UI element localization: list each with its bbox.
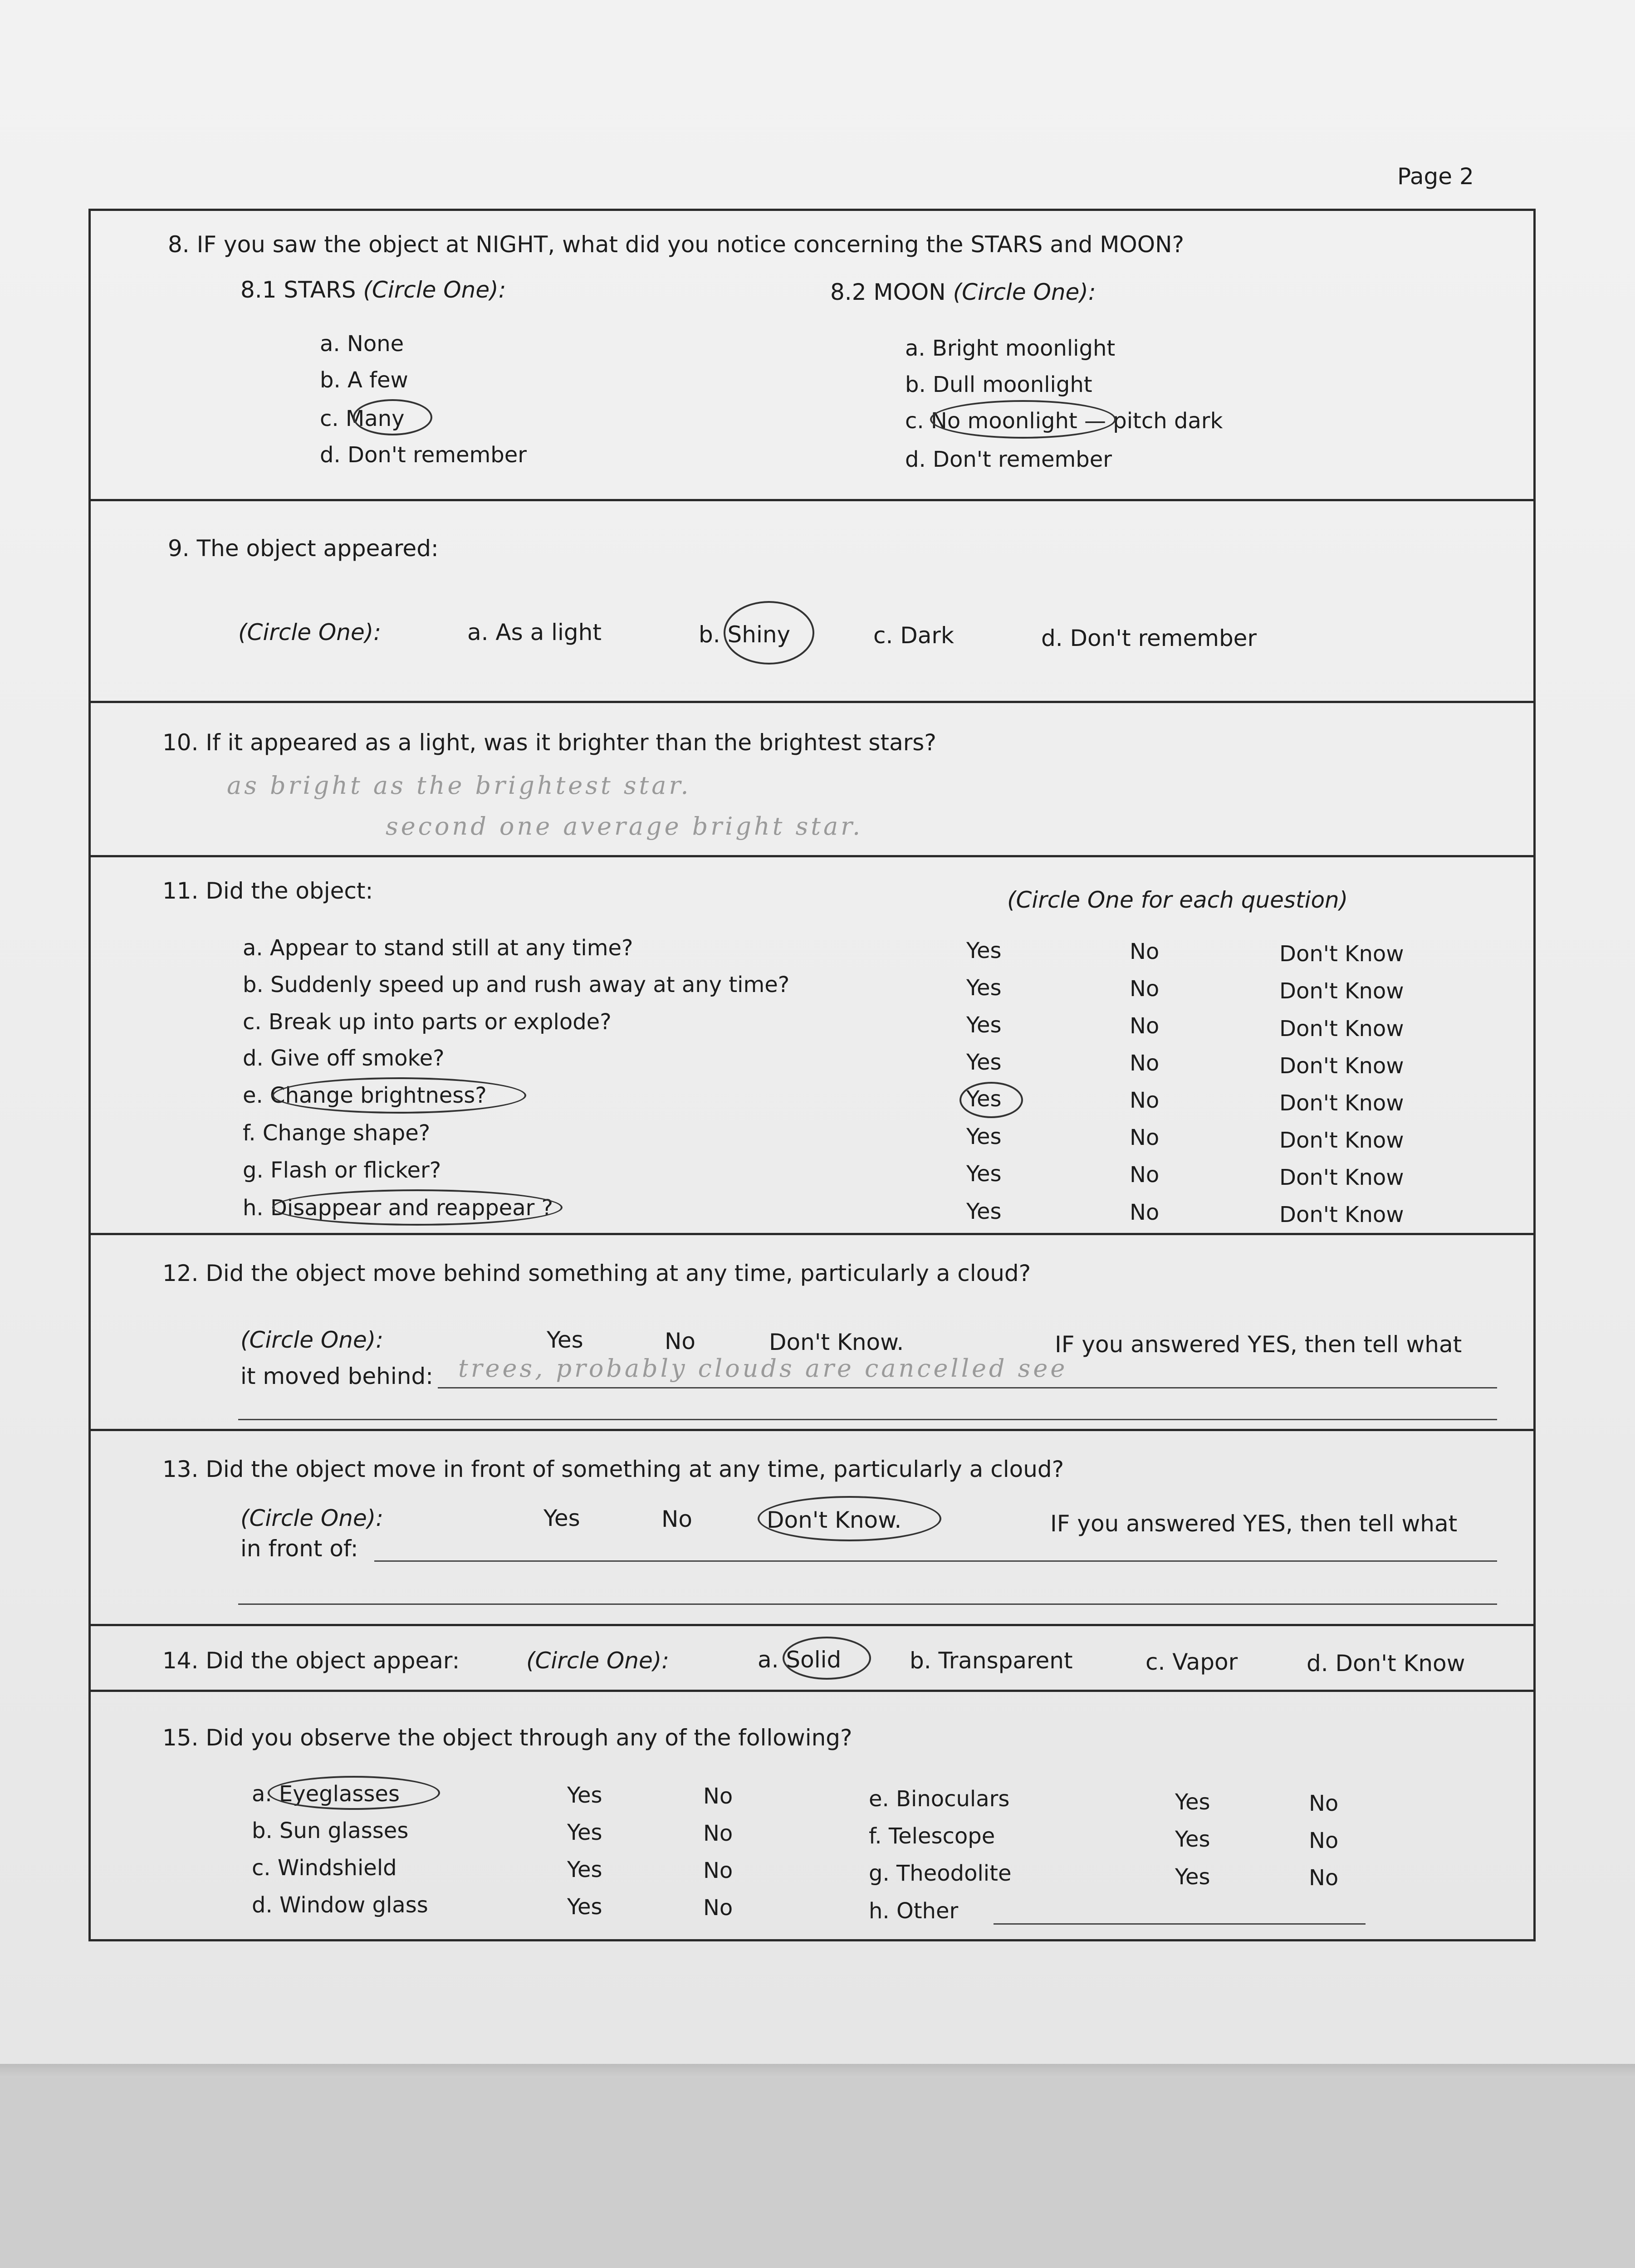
answer-circle-disappear-reappear bbox=[272, 1189, 563, 1226]
q8-stars-option-a[interactable]: a. None bbox=[320, 331, 404, 357]
q12-answer-line-2[interactable] bbox=[238, 1419, 1497, 1420]
q15-item-d-no[interactable]: No bbox=[703, 1895, 733, 1921]
q10-handwritten-answer-1: as bright as the brightest star. bbox=[227, 771, 691, 800]
q15-item-f-no[interactable]: No bbox=[1309, 1828, 1339, 1853]
q11-item-c-dont-know[interactable]: Don't Know bbox=[1279, 1016, 1404, 1041]
q11-item-a: a. Appear to stand still at any time? bbox=[243, 935, 633, 961]
q15-other-line[interactable] bbox=[994, 1923, 1366, 1925]
page-number: Page 2 bbox=[1397, 163, 1474, 190]
q12-no[interactable]: No bbox=[665, 1328, 695, 1354]
q13-question: 13. Did the object move in front of something at any time, particularly a cloud? bbox=[162, 1456, 1064, 1482]
q11-item-e-dont-know[interactable]: Don't Know bbox=[1279, 1090, 1404, 1116]
q11-item-d-dont-know[interactable]: Don't Know bbox=[1279, 1053, 1404, 1079]
q12-instruction: (Circle One): bbox=[240, 1327, 384, 1353]
q11-item-a-no[interactable]: No bbox=[1130, 939, 1160, 964]
q11-item-h: h. Disappear and reappear ? bbox=[243, 1195, 553, 1221]
q12-yes[interactable]: Yes bbox=[547, 1327, 583, 1353]
separator-9-10 bbox=[88, 701, 1536, 703]
q15-item-h: h. Other bbox=[869, 1898, 959, 1924]
answer-circle-dont-know bbox=[758, 1496, 941, 1541]
q14-instruction: (Circle One): bbox=[526, 1647, 670, 1674]
q11-item-b-dont-know[interactable]: Don't Know bbox=[1279, 978, 1404, 1004]
q15-item-b: b. Sun glasses bbox=[252, 1818, 409, 1843]
q11-item-g-no[interactable]: No bbox=[1130, 1162, 1160, 1188]
q15-item-f: f. Telescope bbox=[869, 1823, 995, 1849]
q14-option-d[interactable]: d. Don't Know bbox=[1307, 1650, 1465, 1677]
q10-question: 10. If it appeared as a light, was it brighter than the brightest stars? bbox=[162, 729, 936, 756]
q9-question: 9. The object appeared: bbox=[168, 535, 439, 562]
q12-moved-behind-label: it moved behind: bbox=[240, 1363, 434, 1389]
q15-item-g-yes[interactable]: Yes bbox=[1175, 1864, 1210, 1890]
q14-option-c[interactable]: c. Vapor bbox=[1145, 1649, 1238, 1675]
q15-item-g: g. Theodolite bbox=[869, 1861, 1012, 1886]
q9-option-a[interactable]: a. As a light bbox=[467, 619, 602, 645]
q15-item-c: c. Windshield bbox=[252, 1855, 397, 1881]
q8-stars-option-b[interactable]: b. A few bbox=[320, 367, 408, 393]
q11-instruction: (Circle One for each question) bbox=[1007, 887, 1348, 913]
separator-13-14 bbox=[88, 1624, 1536, 1626]
q11-item-d-yes[interactable]: Yes bbox=[966, 1050, 1002, 1075]
q15-item-c-no[interactable]: No bbox=[703, 1858, 733, 1883]
q11-item-h-no[interactable]: No bbox=[1130, 1200, 1160, 1225]
q13-dont-know[interactable]: Don't Know. bbox=[767, 1507, 902, 1533]
q14-question: 14. Did the object appear: bbox=[162, 1647, 460, 1674]
q13-yes[interactable]: Yes bbox=[543, 1505, 580, 1531]
q12-dont-know[interactable]: Don't Know. bbox=[769, 1329, 904, 1355]
q8-moon-option-b[interactable]: b. Dull moonlight bbox=[905, 372, 1092, 397]
q11-item-a-dont-know[interactable]: Don't Know bbox=[1279, 941, 1404, 967]
q15-item-b-no[interactable]: No bbox=[703, 1821, 733, 1846]
q11-item-e: e. Change brightness? bbox=[243, 1083, 487, 1108]
q8-moon-option-a[interactable]: a. Bright moonlight bbox=[905, 336, 1116, 361]
q15-question: 15. Did you observe the object through any of the following? bbox=[162, 1725, 852, 1751]
q13-in-front-of-label: in front of: bbox=[240, 1535, 358, 1562]
q11-item-d: d. Give off smoke? bbox=[243, 1046, 445, 1071]
q8-stars-heading: 8.1 STARS (Circle One): bbox=[240, 277, 506, 303]
q11-item-f-yes[interactable]: Yes bbox=[966, 1124, 1002, 1149]
q15-item-a: a. Eyeglasses bbox=[252, 1781, 400, 1807]
separator-14-15 bbox=[88, 1690, 1536, 1692]
q15-item-f-yes[interactable]: Yes bbox=[1175, 1827, 1210, 1852]
q8-question: 8. IF you saw the object at NIGHT, what did you notice concerning the STARS and MOON? bbox=[168, 231, 1185, 258]
q12-handwritten-answer: trees, probably clouds are cancelled see bbox=[458, 1354, 1068, 1383]
answer-circle-many bbox=[353, 399, 432, 435]
q12-answer-line-1[interactable] bbox=[438, 1387, 1497, 1388]
q11-item-b: b. Suddenly speed up and rush away at any time? bbox=[243, 972, 790, 997]
q15-item-a-yes[interactable]: Yes bbox=[567, 1783, 602, 1808]
q10-handwritten-answer-2: second one average bright star. bbox=[386, 812, 863, 841]
q15-item-e-no[interactable]: No bbox=[1309, 1791, 1339, 1816]
q11-item-c: c. Break up into parts or explode? bbox=[243, 1009, 612, 1035]
q8-moon-option-c[interactable]: c. No moonlight — pitch dark bbox=[905, 408, 1223, 434]
q11-item-e-yes[interactable]: Yes bbox=[966, 1086, 1002, 1112]
q12-followup: IF you answered YES, then tell what bbox=[1055, 1331, 1462, 1358]
q11-item-c-yes[interactable]: Yes bbox=[966, 1012, 1002, 1038]
q11-item-f: f. Change shape? bbox=[243, 1120, 431, 1146]
q9-instruction: (Circle One): bbox=[238, 619, 382, 645]
q9-option-c[interactable]: c. Dark bbox=[873, 622, 954, 649]
q15-item-a-no[interactable]: No bbox=[703, 1784, 733, 1809]
answer-circle-shiny bbox=[724, 601, 814, 665]
q12-question: 12. Did the object move behind something at any time, particularly a cloud? bbox=[162, 1260, 1031, 1286]
q15-item-b-yes[interactable]: Yes bbox=[567, 1820, 602, 1845]
q11-item-h-yes[interactable]: Yes bbox=[966, 1199, 1002, 1224]
q13-answer-line-1[interactable] bbox=[374, 1560, 1497, 1562]
q11-item-d-no[interactable]: No bbox=[1130, 1051, 1160, 1076]
q11-item-e-no[interactable]: No bbox=[1130, 1088, 1160, 1113]
q8-stars-option-d[interactable]: d. Don't remember bbox=[320, 442, 527, 468]
q13-followup: IF you answered YES, then tell what bbox=[1050, 1510, 1458, 1537]
q15-item-c-yes[interactable]: Yes bbox=[567, 1857, 602, 1882]
q8-moon-option-d[interactable]: d. Don't remember bbox=[905, 447, 1112, 472]
separator-10-11 bbox=[88, 855, 1536, 857]
q14-option-b[interactable]: b. Transparent bbox=[910, 1647, 1073, 1674]
q11-item-f-dont-know[interactable]: Don't Know bbox=[1279, 1128, 1404, 1153]
q15-item-g-no[interactable]: No bbox=[1309, 1865, 1339, 1891]
q9-option-b[interactable]: b. Shiny bbox=[699, 621, 791, 648]
q11-item-b-yes[interactable]: Yes bbox=[966, 975, 1002, 1001]
q15-item-e: e. Binoculars bbox=[869, 1786, 1010, 1812]
separator-12-13 bbox=[88, 1429, 1536, 1431]
q15-item-d: d. Window glass bbox=[252, 1892, 428, 1918]
paper-edge bbox=[0, 2064, 1635, 2077]
q11-question: 11. Did the object: bbox=[162, 878, 373, 904]
q13-instruction: (Circle One): bbox=[240, 1505, 384, 1531]
q14-option-a[interactable]: a. Solid bbox=[758, 1647, 842, 1673]
q11-item-h-dont-know[interactable]: Don't Know bbox=[1279, 1202, 1404, 1227]
answer-circle-change-brightness bbox=[272, 1077, 526, 1114]
answer-circle-eyeglasses bbox=[268, 1776, 440, 1810]
q13-no[interactable]: No bbox=[661, 1506, 692, 1532]
q8-stars-option-c[interactable]: c. Many bbox=[320, 406, 405, 431]
q11-item-g: g. Flash or flicker? bbox=[243, 1158, 441, 1183]
q15-item-e-yes[interactable]: Yes bbox=[1175, 1789, 1210, 1815]
q15-item-d-yes[interactable]: Yes bbox=[567, 1894, 602, 1920]
q11-item-a-yes[interactable]: Yes bbox=[966, 938, 1002, 963]
q11-item-f-no[interactable]: No bbox=[1130, 1125, 1160, 1150]
q11-item-g-dont-know[interactable]: Don't Know bbox=[1279, 1165, 1404, 1190]
separator-8-9 bbox=[88, 499, 1536, 501]
q9-option-d[interactable]: d. Don't remember bbox=[1041, 625, 1257, 651]
q11-item-c-no[interactable]: No bbox=[1130, 1013, 1160, 1039]
answer-circle-solid bbox=[783, 1637, 871, 1680]
background-surface bbox=[0, 2077, 1635, 2268]
answer-circle-yes bbox=[959, 1082, 1023, 1118]
answer-circle-no-moonlight bbox=[930, 400, 1116, 439]
separator-11-12 bbox=[88, 1233, 1536, 1235]
q13-answer-line-2[interactable] bbox=[238, 1603, 1497, 1605]
q11-item-g-yes[interactable]: Yes bbox=[966, 1161, 1002, 1187]
q11-item-b-no[interactable]: No bbox=[1130, 976, 1160, 1002]
q8-moon-heading: 8.2 MOON (Circle One): bbox=[830, 279, 1096, 305]
